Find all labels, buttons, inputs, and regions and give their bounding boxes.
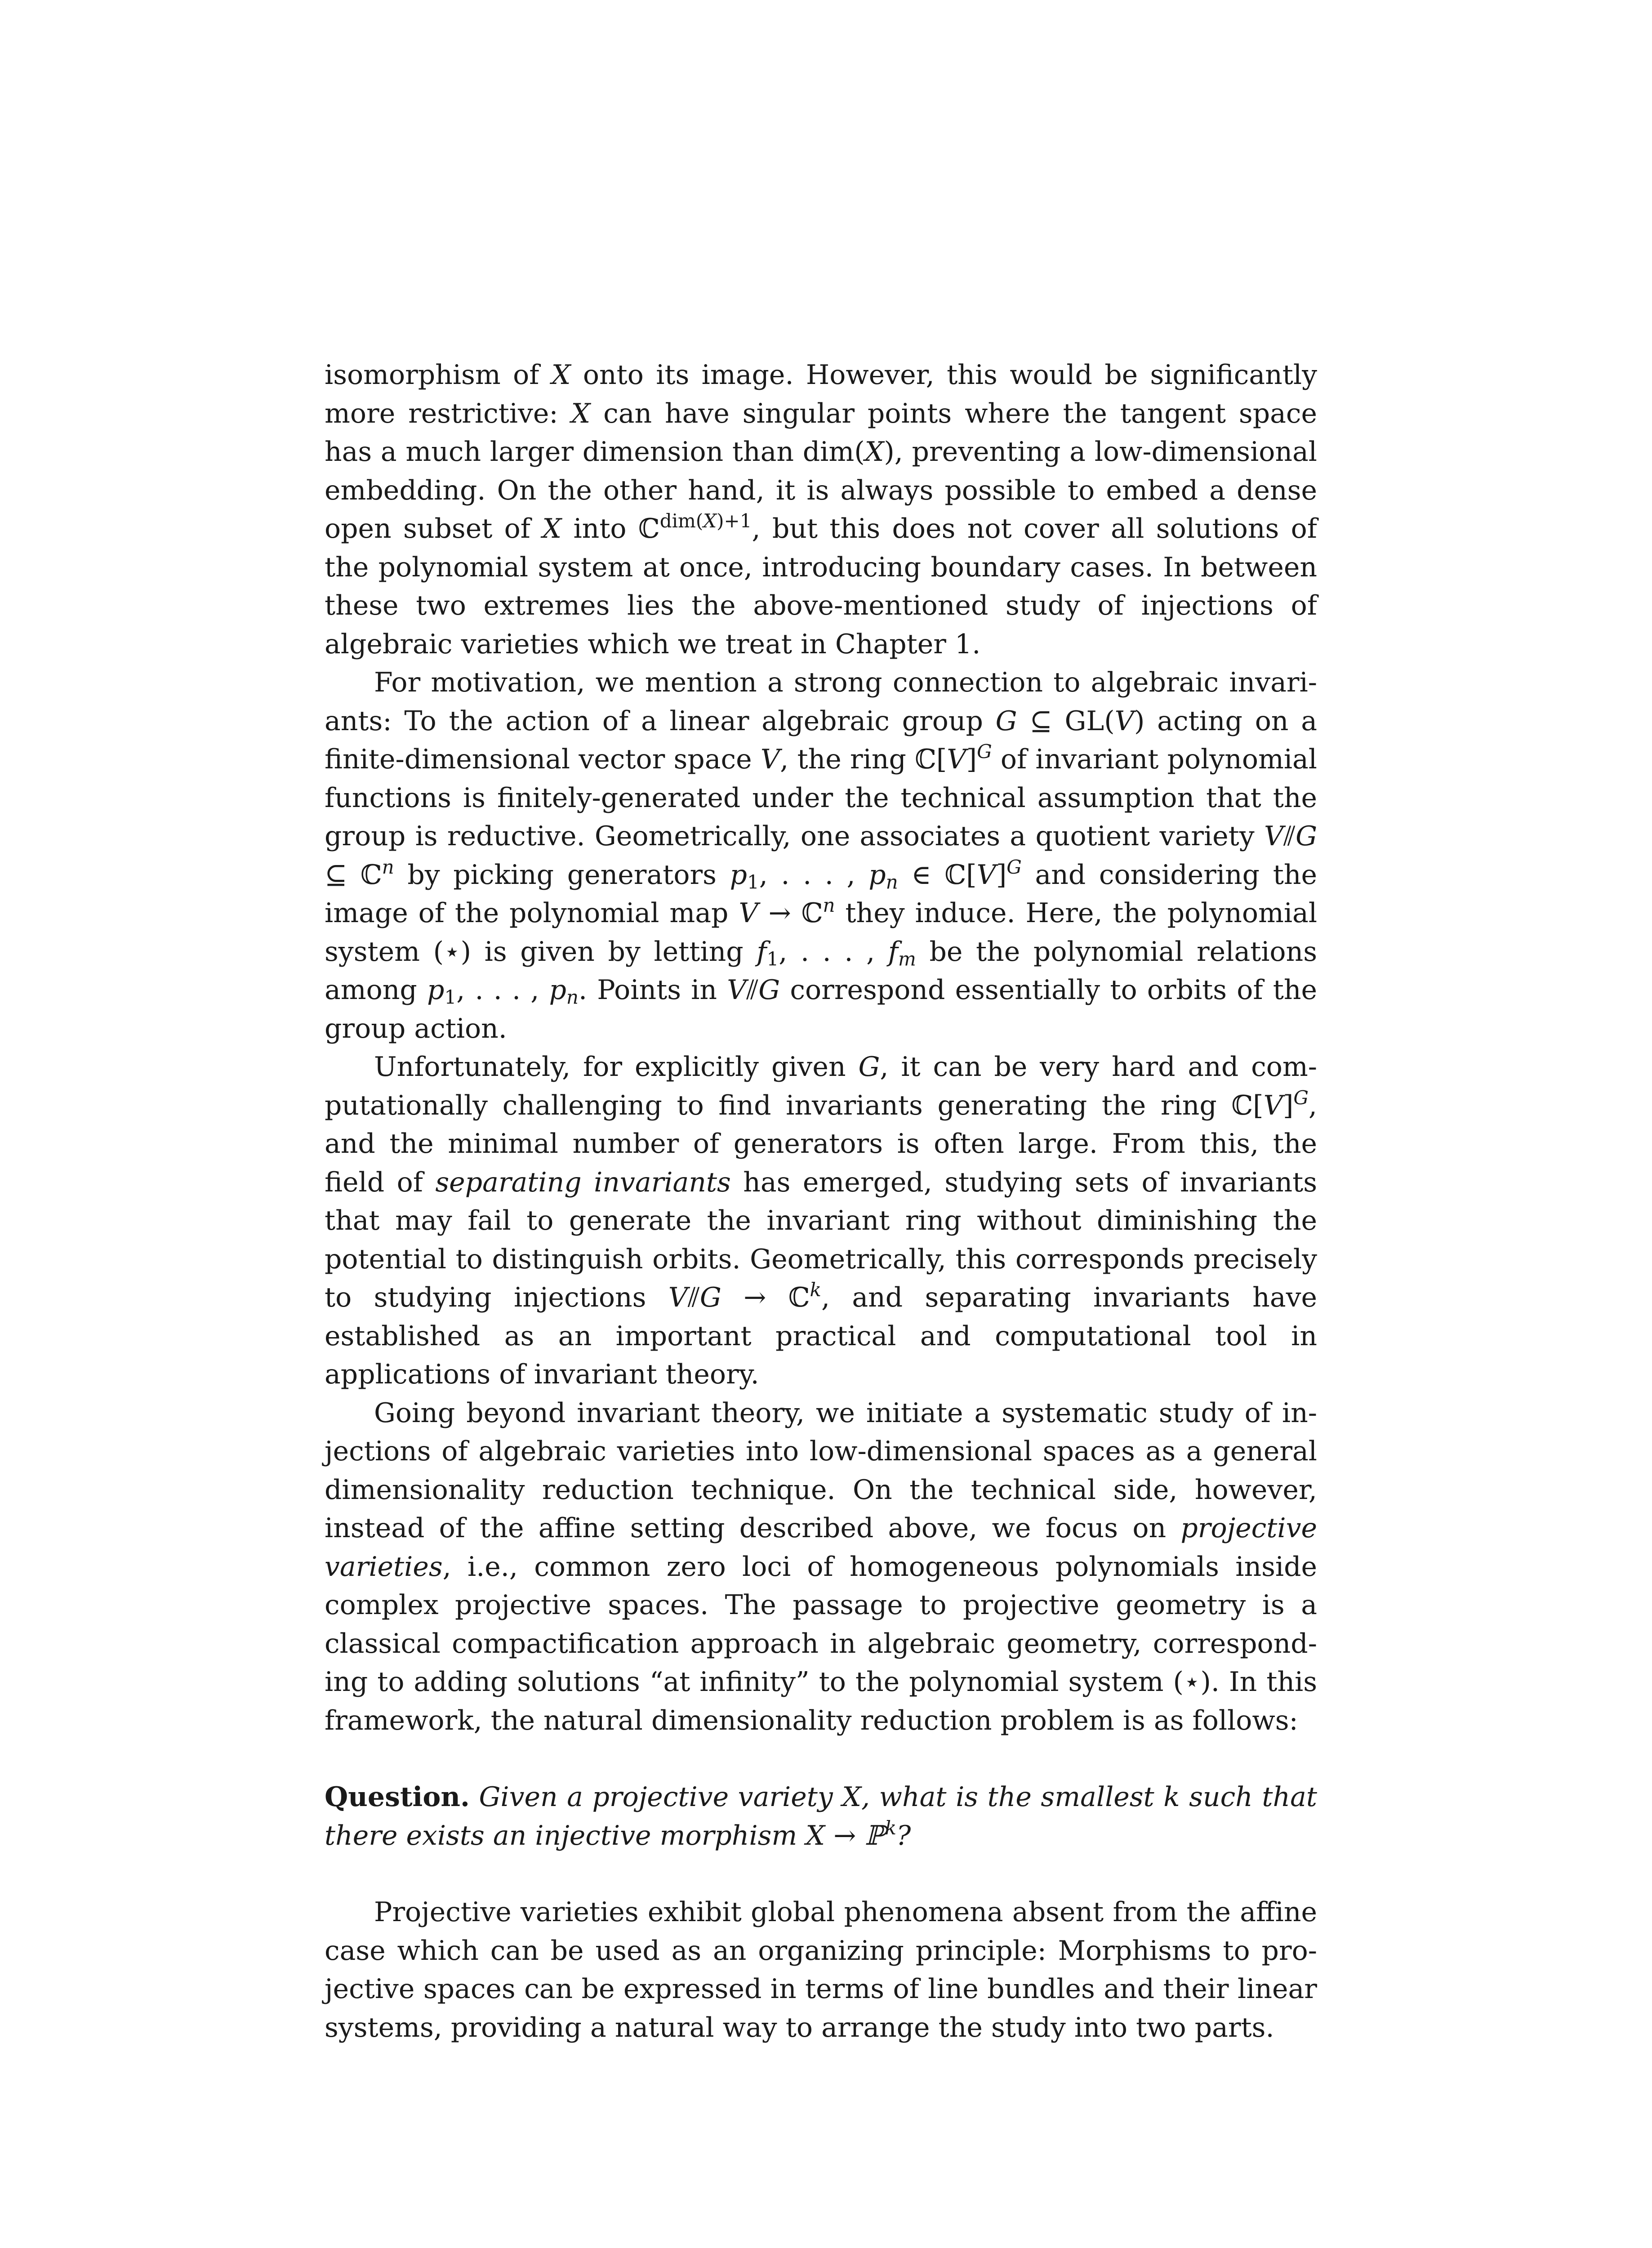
paragraph-3: Unfortunately, for explicitly given G, it can be very hard and computationally challenging to find invariants generating the ring $ℂ[V]^G$, and the minimal number of generators is often large. From this, the field of separating invariants has emerged, studying sets of invariants that may fail to generate the invariant ring without diminishing the potential to distinguish orbits. Geometrically, this corresponds precisely to studying injections V⫽G → ℂ$^k$, and separating invariants have established as an important practical and computational tool in applications of invariant theory. [325, 1051, 1317, 1390]
question-label: Question. [325, 1781, 470, 1813]
paragraph-2: For motivation, we mention a strong connection to algebraic invariants: To the action of a linear algebraic group G ⊆ GL(V) acting on a finite-dimensional vector space V, the ring $ℂ[V]^G$ of invariant polynomial functions is finitely-generated under the technical assumption that the group is reductive. Geometrically, one associates a quotient variety V⫽G ⊆ ℂ$^n$ by picking generators $p_1$, . . . , $p_n$ ∈ $ℂ[V]^G$ and considering the image of the polynomial map V → ℂ$^n$ they induce. Here, the polynomial system (⋆) is given by letting $f_1$, . . . , $f_m$ be the polynomial relations among $p_1$, . . . , $p_n$. Points in V⫽G correspond essentially to orbits of the group action. [325, 667, 1318, 1044]
body-text [325, 356, 1317, 2047]
paragraph-1: isomorphism of X onto its image. However, this would be significantly more restrictive: X can have singular points where the tangent space has a much larger dimension than dim(X), preventing a low-dimensional embedding. On the other hand, it is always possible to embed a dense open subset of X into ℂ$^{dim(X)+1}$, but this does not cover all solutions of the polynomial system at once, introducing boundary cases. In between these two extremes lies the above-mentioned study of injections of algebraic varieties which we treat in Chapter 1. [325, 359, 1318, 660]
paragraph-4: Going beyond invariant theory, we initiate a systematic study of injections of algebraic varieties into low-dimensional spaces as a general dimensionality reduction technique. On the technical side, however, instead of the affine setting described above, we focus on projective varieties, i.e., common zero loci of homogeneous polynomials inside complex projective spaces. The passage to projective geometry is a classical compactification approach in algebraic geometry, corresponding to adding solutions “at infinity” to the polynomial system (⋆). In this framework, the natural dimensionality reduction problem is as follows: [325, 1397, 1317, 1736]
question-statement [325, 1778, 1317, 1855]
question-body: Given a projective variety X, what is the smallest k such that there exists an injective morphism X → ℙ$^k$? [325, 1781, 1317, 1851]
paragraph-5: Projective varieties exhibit global phenomena absent from the affine case which can be used as an organizing principle: Morphisms to projective spaces can be expressed in terms of line bundles and their linear systems, providing a natural way to arrange the study into two parts. [325, 1896, 1317, 2043]
